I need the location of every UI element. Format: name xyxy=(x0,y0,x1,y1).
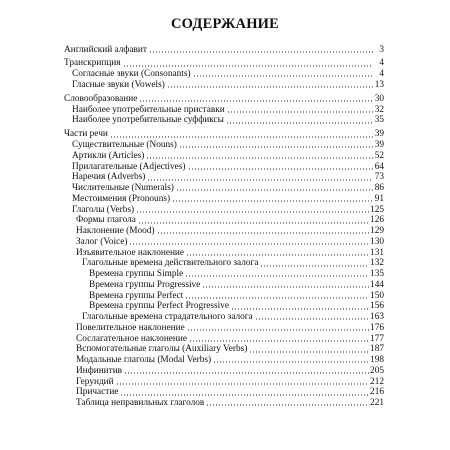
toc-entry[interactable] xyxy=(64,205,384,216)
toc-entry[interactable] xyxy=(64,226,384,237)
dot-leader xyxy=(176,189,373,191)
toc-entry-page-number: 64 xyxy=(374,161,384,172)
dot-leader xyxy=(136,211,369,213)
dot-leader xyxy=(110,136,373,138)
toc-entry[interactable] xyxy=(64,248,384,259)
toc-entry-page-number: 221 xyxy=(370,398,384,409)
dot-leader xyxy=(187,329,369,331)
toc-entry[interactable] xyxy=(64,140,384,151)
toc-entry-page-number: 205 xyxy=(370,365,384,376)
toc-entry[interactable] xyxy=(64,398,384,409)
toc-entry-label: Времена группы Perfect Progressive xyxy=(89,301,229,312)
toc-entry-label: Формы глагола xyxy=(76,215,136,226)
dot-leader xyxy=(120,394,369,396)
toc-entry-page-number: 132 xyxy=(370,258,384,269)
dot-leader xyxy=(157,232,369,234)
toc-entry[interactable] xyxy=(64,58,384,69)
toc-entry-page-number: 212 xyxy=(370,376,384,387)
toc-entry-label: Наречия (Adverbs) xyxy=(72,172,146,183)
toc-entry[interactable] xyxy=(64,312,384,323)
toc-entry-page-number: 176 xyxy=(370,322,384,333)
toc-entry-label: Глагольные времена действительного залога xyxy=(82,258,259,269)
toc-entry[interactable] xyxy=(64,291,384,302)
dot-leader xyxy=(146,157,373,159)
toc-entry-label: Вспомогательные глаголы (Auxiliary Verbs) xyxy=(76,344,248,355)
toc-entry-page-number: 30 xyxy=(374,93,384,104)
toc-entry-label: Времена группы Progressive xyxy=(89,279,201,290)
toc-entry-label: Наиболее употребительные суффиксы xyxy=(72,115,224,126)
toc-entry-label: Герундий xyxy=(76,376,114,387)
toc-entry-label: Транскрипция xyxy=(64,58,121,69)
dot-leader xyxy=(172,200,373,202)
toc-entry[interactable] xyxy=(64,194,384,205)
dot-leader xyxy=(186,254,369,256)
dot-leader xyxy=(188,168,374,170)
toc-entry-label: Времена группы Simple xyxy=(89,269,184,280)
toc-entry[interactable] xyxy=(64,45,384,56)
toc-entry[interactable] xyxy=(64,80,384,91)
dot-leader xyxy=(167,86,373,88)
toc-entry-label: Изъявительное наклонение xyxy=(76,247,185,258)
toc-entry-page-number: 73 xyxy=(374,172,384,183)
toc-entry-label: Модальные глаголы (Modal Verbs) xyxy=(76,355,212,366)
toc-entry-page-number: 129 xyxy=(370,226,384,237)
toc-entry-label: Гласные звуки (Vowels) xyxy=(72,79,165,90)
toc-entry-page-number: 163 xyxy=(370,312,384,323)
toc-entry[interactable] xyxy=(64,258,384,269)
dot-leader xyxy=(231,308,369,310)
toc-entry-page-number: 135 xyxy=(370,269,384,280)
dot-leader xyxy=(193,75,373,77)
dot-leader xyxy=(189,340,369,342)
toc-entry-label: Повелительное наклонение xyxy=(76,322,185,333)
toc-entry-page-number: 150 xyxy=(370,290,384,301)
toc-entry-page-number: 4 xyxy=(379,58,384,69)
toc-entry-label: Наклонение (Mood) xyxy=(76,226,155,237)
dot-leader xyxy=(139,100,373,102)
dot-leader xyxy=(124,372,369,374)
toc-entry-page-number: 3 xyxy=(379,44,384,55)
toc-entry[interactable] xyxy=(64,237,384,248)
page-title: СОДЕРЖАНИЕ xyxy=(170,16,280,32)
toc-entry-page-number: 86 xyxy=(374,183,384,194)
dot-leader xyxy=(227,111,373,113)
toc-entry[interactable] xyxy=(64,301,384,312)
toc-entry[interactable] xyxy=(64,366,384,377)
dot-leader xyxy=(255,318,369,320)
dot-leader xyxy=(179,146,373,148)
toc-entry-label: Числительные (Numerals) xyxy=(72,183,174,194)
toc-entry[interactable] xyxy=(64,377,384,388)
dot-leader xyxy=(147,179,373,181)
toc-entry[interactable] xyxy=(64,215,384,226)
toc-entry-label: Согласные звуки (Consonants) xyxy=(72,69,191,80)
toc-entry-label: Времена группы Perfect xyxy=(89,290,184,301)
toc-entry[interactable] xyxy=(64,323,384,334)
dot-leader xyxy=(116,383,369,385)
toc-entry-page-number: 52 xyxy=(374,150,384,161)
toc-entry-page-number: 4 xyxy=(379,69,384,80)
toc-entry-page-number: 125 xyxy=(370,204,384,215)
toc-entry[interactable] xyxy=(64,151,384,162)
toc-entry-page-number: 130 xyxy=(370,236,384,247)
toc-entry-label: Сослагательное наклонение xyxy=(76,333,188,344)
toc-entry-label: Глаголы (Verbs) xyxy=(72,204,135,215)
toc-entry-page-number: 39 xyxy=(374,140,384,151)
toc-entry[interactable] xyxy=(64,183,384,194)
table-of-contents xyxy=(64,45,384,409)
dot-leader xyxy=(149,51,373,53)
toc-entry[interactable] xyxy=(64,162,384,173)
toc-entry-page-number: 187 xyxy=(370,344,384,355)
toc-entry[interactable] xyxy=(64,94,384,105)
toc-entry[interactable] xyxy=(64,69,384,80)
toc-entry-page-number: 32 xyxy=(374,104,384,115)
toc-entry-label: Инфинитив xyxy=(76,365,123,376)
toc-entry-page-number: 144 xyxy=(370,279,384,290)
toc-entry[interactable] xyxy=(64,172,384,183)
dot-leader xyxy=(185,275,369,277)
toc-entry-label: Артикли (Articles) xyxy=(72,150,145,161)
toc-entry[interactable] xyxy=(64,355,384,366)
dot-leader xyxy=(226,122,373,124)
toc-entry-label: Прилагательные (Adjectives) xyxy=(72,161,186,172)
toc-entry-label: Словообразование xyxy=(64,93,138,104)
toc-entry-label: Наиболее употребительные приставки xyxy=(72,104,225,115)
toc-entry-label: Таблица неправильных глаголов xyxy=(76,398,205,409)
dot-leader xyxy=(138,222,369,224)
toc-entry-page-number: 198 xyxy=(370,355,384,366)
toc-entry[interactable] xyxy=(64,280,384,291)
toc-entry-label: Существительные (Nouns) xyxy=(72,140,177,151)
toc-entry-page-number: 216 xyxy=(370,387,384,398)
toc-entry-page-number: 13 xyxy=(374,79,384,90)
toc-entry-label: Английский алфавит xyxy=(64,44,147,55)
toc-entry[interactable] xyxy=(64,105,384,116)
toc-entry-page-number: 91 xyxy=(374,193,384,204)
dot-leader xyxy=(206,404,369,406)
toc-entry-label: Части речи xyxy=(64,129,108,140)
dot-leader xyxy=(202,286,369,288)
toc-entry-page-number: 126 xyxy=(370,215,384,226)
dot-leader xyxy=(213,361,369,363)
toc-entry-label: Местоимения (Pronouns) xyxy=(72,193,171,204)
toc-entry[interactable] xyxy=(64,269,384,280)
dot-leader xyxy=(185,297,369,299)
toc-entry-page-number: 35 xyxy=(374,115,384,126)
toc-entry[interactable] xyxy=(64,387,384,398)
dot-leader xyxy=(123,65,373,67)
toc-entry[interactable] xyxy=(64,344,384,355)
toc-entry-page-number: 131 xyxy=(370,247,384,258)
toc-entry[interactable] xyxy=(64,115,384,126)
toc-entry-label: Причастие xyxy=(76,387,119,398)
toc-entry[interactable] xyxy=(64,334,384,345)
toc-entry[interactable] xyxy=(64,129,384,140)
toc-entry-label: Глагольные времена страдательного залога xyxy=(82,312,253,323)
dot-leader xyxy=(129,243,369,245)
dot-leader xyxy=(249,351,369,353)
toc-entry-page-number: 156 xyxy=(370,301,384,312)
toc-entry-label: Залог (Voice) xyxy=(76,236,128,247)
toc-entry-page-number: 39 xyxy=(374,129,384,140)
dot-leader xyxy=(260,265,369,267)
toc-entry-page-number: 177 xyxy=(370,333,384,344)
